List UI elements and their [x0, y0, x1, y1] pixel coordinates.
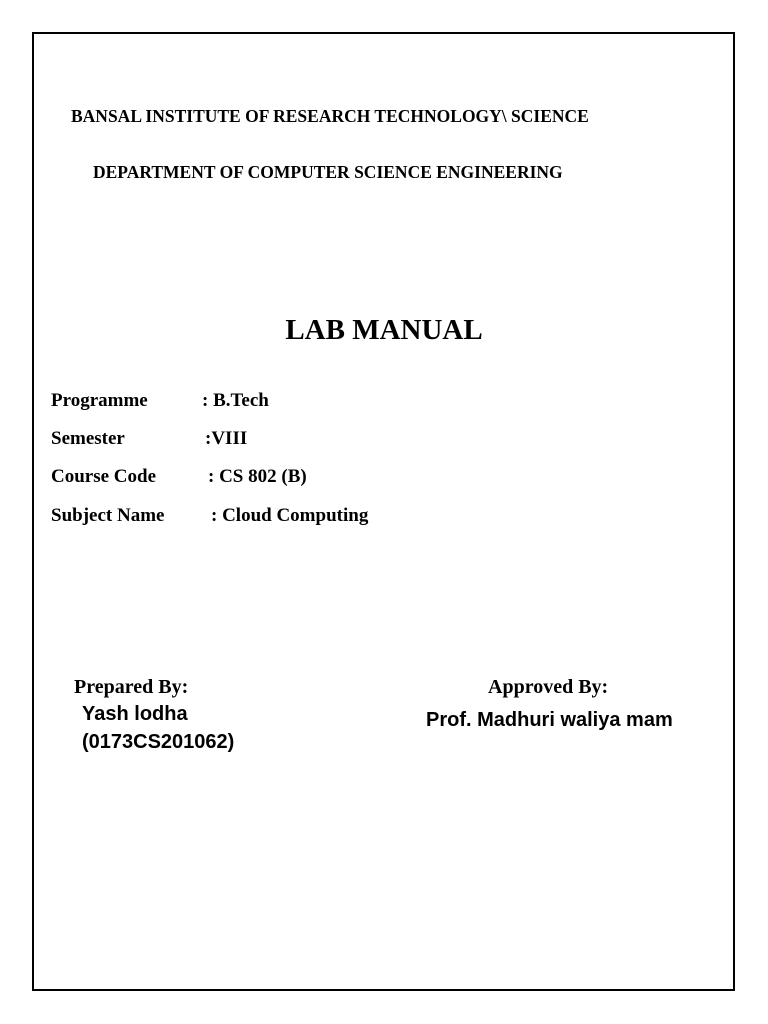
department-name: DEPARTMENT OF COMPUTER SCIENCE ENGINEERING — [93, 162, 563, 182]
subject-name-label: Subject Name — [51, 505, 165, 526]
programme-label: Programme — [51, 390, 148, 411]
prepared-by-label: Prepared By: — [74, 676, 189, 698]
approved-by-name: Prof. Madhuri waliya mam — [426, 709, 673, 731]
prepared-by-id: (0173CS201062) — [82, 731, 235, 753]
semester-value: :VIII — [205, 428, 248, 449]
subject-name-value: : Cloud Computing — [211, 505, 369, 526]
course-code-label: Course Code — [51, 466, 157, 487]
semester-label: Semester — [51, 428, 125, 449]
document-title: LAB MANUAL — [285, 314, 483, 346]
approved-by-label: Approved By: — [488, 676, 609, 698]
course-code-value: : CS 802 (B) — [208, 466, 307, 487]
programme-value: : B.Tech — [202, 390, 269, 411]
prepared-by-name: Yash lodha — [82, 703, 188, 725]
institute-name: BANSAL INSTITUTE OF RESEARCH TECHNOLOGY\ SCIENCE — [71, 106, 589, 126]
